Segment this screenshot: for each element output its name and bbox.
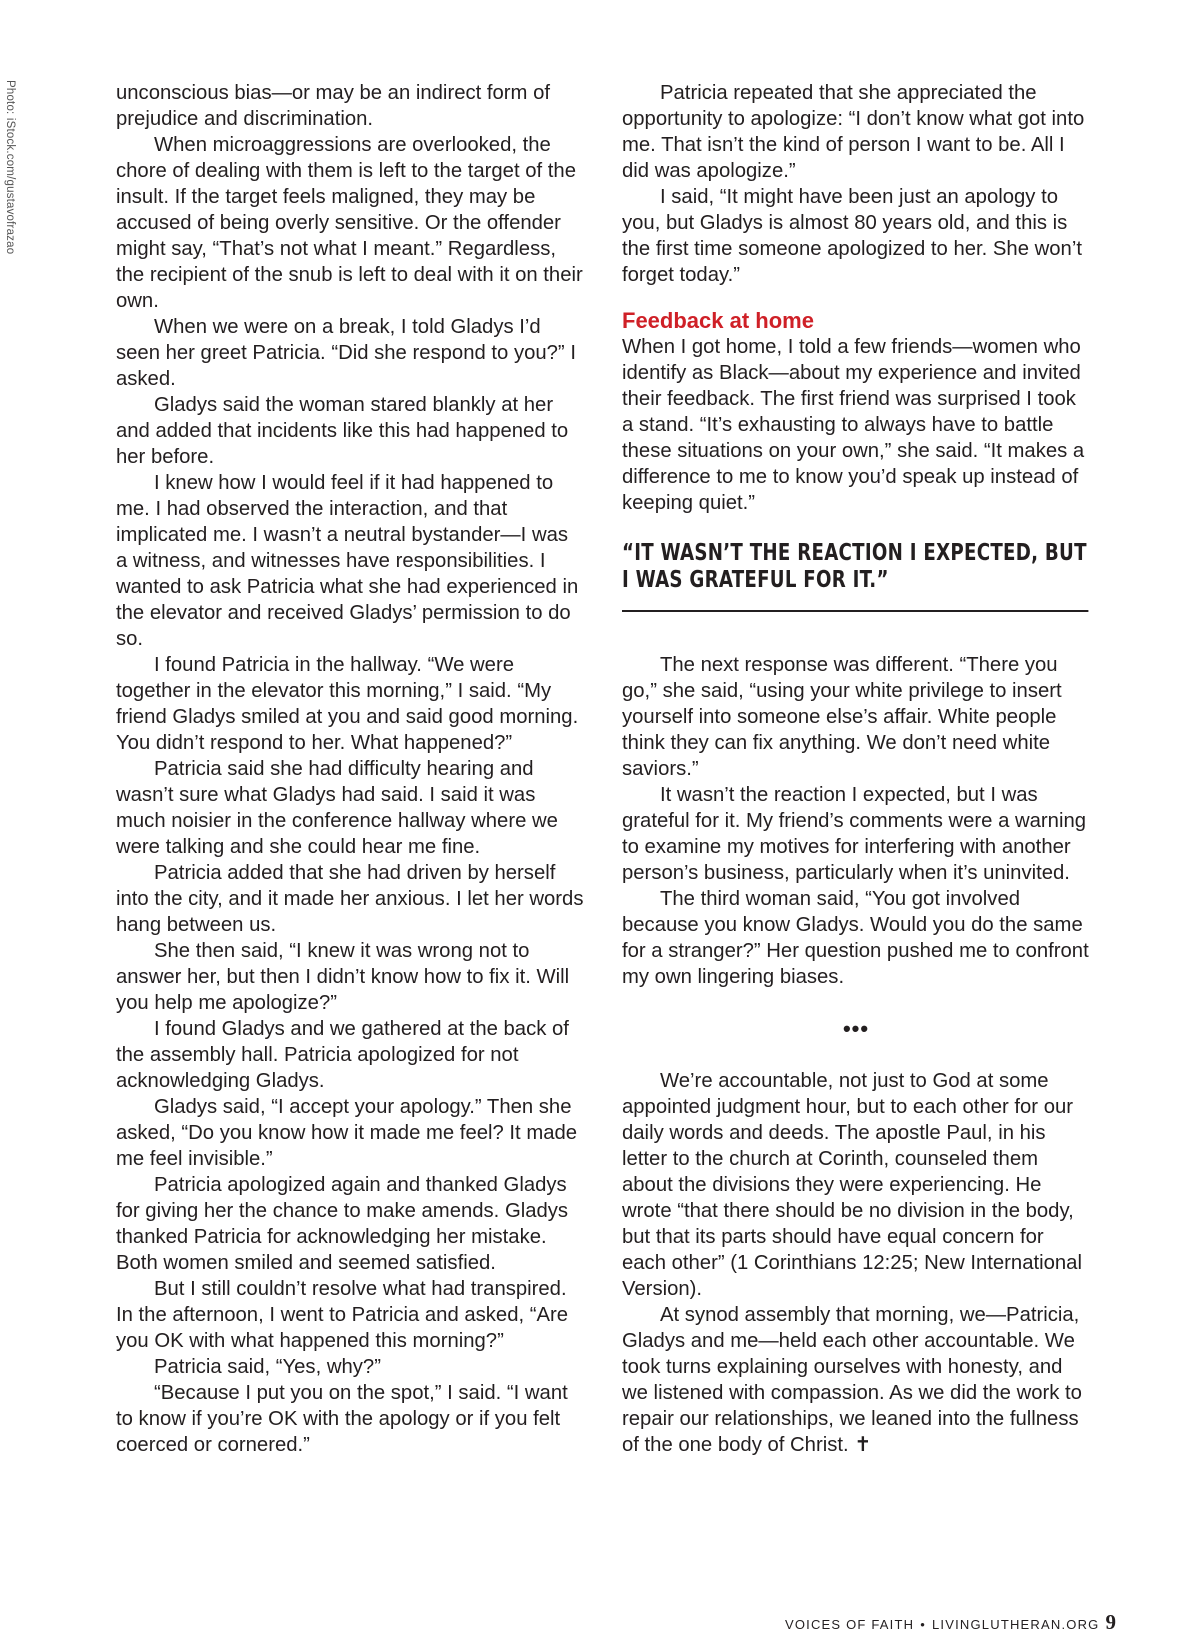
paragraph: When microaggressions are overlooked, the chore of dealing with them is left to the target of the insult. If the target feels maligned, they may be accused of being overly sensitive. Or the offender might say, “That’s not what I meant.” Regardless, the recipient of the snub is left to deal with it on their own.	[116, 134, 583, 312]
paragraph: But I still couldn’t resolve what had transpired. In the afternoon, I went to Patricia and asked, “Are you OK with what happened this morning?”	[116, 1278, 569, 1352]
paragraph: I found Patricia in the hallway. “We were together in the elevator this morning,” I said. “My friend Gladys smiled at you and said good morning. You didn’t respond to her. What happened?”	[116, 654, 579, 754]
paragraph: unconscious bias—or may be an indirect form of prejudice and discrimination.	[116, 82, 550, 130]
paragraph: Patricia repeated that she appreciated the opportunity to apologize: “I don’t know what got into me. That isn’t the kind of person I want to be. All I did was apologize.”	[622, 82, 1085, 182]
section-separator: •••	[842, 1016, 870, 1041]
left-column	[116, 80, 584, 1458]
footer-section: VOICES OF FAITH	[784, 1617, 915, 1632]
paragraph: When we were on a break, I told Gladys I’d seen her greet Patricia. “Did she respond to you?” I asked.	[116, 316, 576, 390]
paragraph: At synod assembly that morning, we—Patricia, Gladys and me—held each other accountable. We took turns explaining ourselves with honesty, and we listened with compassion. As we did the work to repair our relationships, we leaned into the fullness of the one body of Christ. ✝	[622, 1304, 1082, 1456]
right-column	[622, 80, 1090, 1458]
page-number: 9	[1105, 1610, 1116, 1634]
footer-bullet: •	[920, 1617, 926, 1632]
spacer	[622, 612, 1090, 652]
paragraph: I found Gladys and we gathered at the back of the assembly hall. Patricia apologized for not acknowledging Gladys.	[116, 1018, 569, 1092]
paragraph: “Because I put you on the spot,” I said. “I want to know if you’re OK with the apology or if you felt coerced or cornered.”	[116, 1382, 568, 1456]
paragraph: Gladys said, “I accept your apology.” Then she asked, “Do you know how it made me feel? It made me feel invisible.”	[116, 1096, 578, 1170]
paragraph: When I got home, I told a few friends—women who identify as Black—about my experience and invited their feedback. The first friend was surprised I took a stand. “It’s exhausting to always have to battle these situations on your own,” she said. “It makes a difference to me to know you’d speak up instead of keeping quiet.”	[622, 336, 1085, 514]
paragraph: The third woman said, “You got involved because you know Gladys. Would you do the same for a stranger?” Her question pushed me to confront my own lingering biases.	[622, 888, 1089, 988]
footer-site-link[interactable]: LIVINGLUTHERAN.ORG	[931, 1617, 1100, 1632]
paragraph: Patricia said she had difficulty hearing and wasn’t sure what Gladys had said. I said it was much noisier in the conference hallway where we were talking and she could hear me fine.	[116, 758, 558, 858]
photo-credit: Photo: iStock.com/gustavofrazao	[4, 80, 16, 255]
paragraph: The next response was different. “There you go,” she said, “using your white privilege to insert yourself into someone else’s affair. White people think they can fix anything. We don’t need white saviors.”	[622, 654, 1062, 780]
pull-quote: “IT WASN’T THE REACTION I EXPECTED, BUT I WAS GRATEFUL FOR IT.”	[622, 540, 1088, 612]
paragraph: It wasn’t the reaction I expected, but I was grateful for it. My friend’s comments were a warning to examine my motives for interfering with another person’s business, particularly when it’s uninvited.	[622, 784, 1087, 884]
section-heading: Feedback at home	[622, 308, 814, 333]
paragraph: Patricia said, “Yes, why?”	[154, 1356, 381, 1378]
paragraph: I knew how I would feel if it had happened to me. I had observed the interaction, and that implicated me. I wasn’t a neutral bystander—I was a witness, and witnesses have responsibilities. I wanted to ask Patricia what she had experienced in the elevator and received Gladys’ permission to do so.	[116, 472, 579, 650]
paragraph: Patricia apologized again and thanked Gladys for giving her the chance to make amends. Gladys thanked Patricia for acknowledging her mistake. Both women smiled and seemed satisfied.	[116, 1174, 569, 1274]
paragraph: She then said, “I knew it was wrong not to answer her, but then I didn’t know how to fix it. Will you help me apologize?”	[116, 940, 570, 1014]
paragraph: Gladys said the woman stared blankly at her and added that incidents like this had happened to her before.	[116, 394, 569, 468]
paragraph: Patricia added that she had driven by herself into the city, and it made her anxious. I let her words hang between us.	[116, 862, 584, 936]
page-footer	[785, 1610, 1116, 1635]
paragraph: I said, “It might have been just an apology to you, but Gladys is almost 80 years old, and this is the first time someone apologized to her. She won’t forget today.”	[622, 186, 1082, 286]
paragraph: We’re accountable, not just to God at some appointed judgment hour, but to each other for our daily words and deeds. The apostle Paul, in his letter to the church at Corinth, counseled them about the divisions they were experiencing. He wrote “that there should be no division in the body, but that its parts should have equal concern for each other” (1 Corinthians 12:25; New International Version).	[622, 1070, 1082, 1300]
